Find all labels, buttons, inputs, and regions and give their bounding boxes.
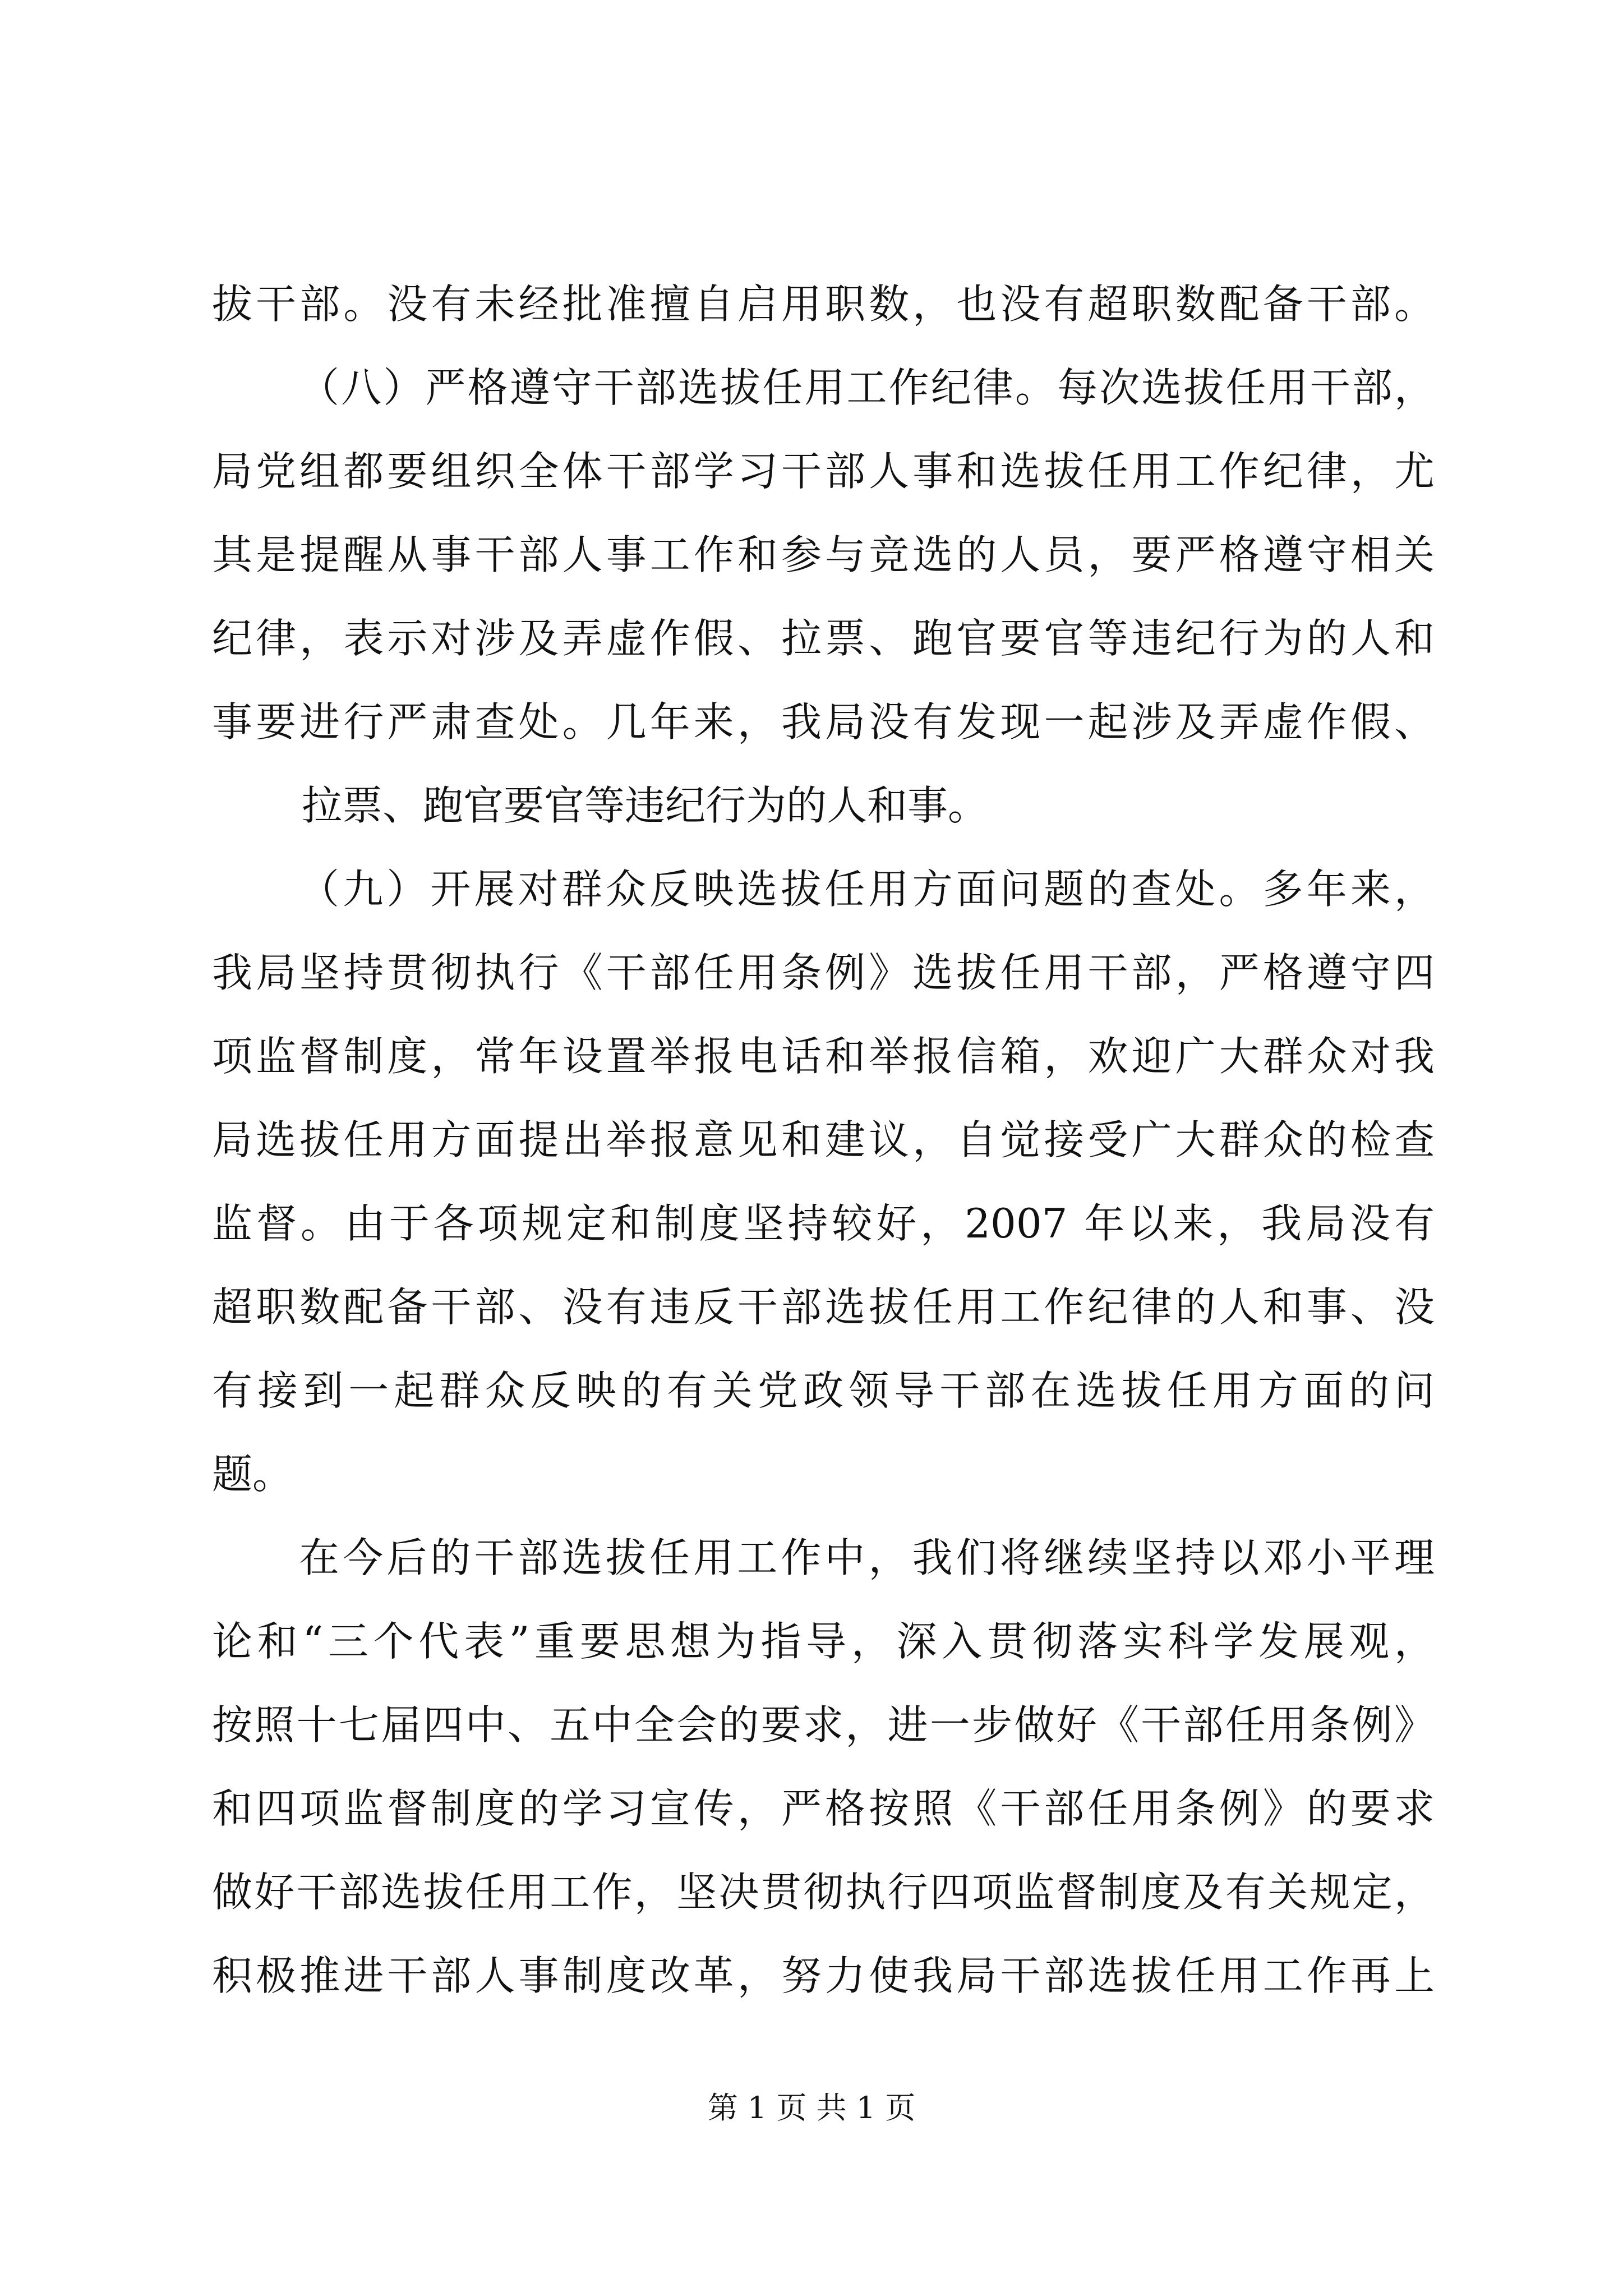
text-line: 题。 [212, 1451, 293, 1498]
text-line: 按照十七届四中、五中全会的要求，进一步做好《干部任用条例》 [212, 1701, 1435, 1749]
text-line: 其是提醒从事干部人事工作和参与竞选的人员，要严格遵守相关 [212, 531, 1435, 578]
page-footer: 第 1 页 共 1 页 [707, 2090, 916, 2125]
text-line: 纪律，表示对涉及弄虚作假、拉票、跑官要官等违纪行为的人和 [212, 615, 1435, 662]
text-line: 在今后的干部选拔任用工作中，我们将继续坚持以邓小平理 [299, 1534, 1435, 1581]
text-line: 有接到一起群众反映的有关党政领导干部在选拔任用方面的问 [212, 1367, 1435, 1414]
text-line: （九）开展对群众反映选拔任用方面问题的查处。多年来， [299, 866, 1435, 913]
text-line: 积极推进干部人事制度改革，努力使我局干部选拔任用工作再上 [212, 1952, 1435, 1999]
text-line: 事要进行严肃查处。几年来，我局没有发现一起涉及弄虚作假、 [212, 698, 1435, 746]
text-line: 做好干部选拔任用工作，坚决贯彻执行四项监督制度及有关规定， [212, 1869, 1435, 1916]
text-line: 监督。由于各项规定和制度坚持较好，2007 年以来，我局没有 [212, 1200, 1435, 1247]
text-line: 拔干部。没有未经批准擅自启用职数，也没有超职数配备干部。 [212, 280, 1435, 328]
text-line: 和四项监督制度的学习宣传，严格按照《干部任用条例》的要求 [212, 1785, 1435, 1832]
text-line: 局党组都要组织全体干部学习干部人事和选拔任用工作纪律，尤 [212, 448, 1435, 495]
text-line: （八）严格遵守干部选拔任用工作纪律。每次选拔任用干部， [299, 364, 1435, 411]
text-line: 拉票、跑官要官等违纪行为的人和事。 [302, 782, 989, 829]
text-line: 我局坚持贯彻执行《干部任用条例》选拔任用干部，严格遵守四 [212, 949, 1435, 996]
text-line: 论和“三个代表”重要思想为指导，深入贯彻落实科学发展观， [212, 1618, 1435, 1665]
text-line: 超职数配备干部、没有违反干部选拔任用工作纪律的人和事、没 [212, 1283, 1435, 1331]
text-line: 项监督制度，常年设置举报电话和举报信箱，欢迎广大群众对我 [212, 1033, 1435, 1080]
text-line: 局选拔任用方面提出举报意见和建议，自觉接受广大群众的检查 [212, 1116, 1435, 1163]
document-body [212, 263, 1435, 2018]
